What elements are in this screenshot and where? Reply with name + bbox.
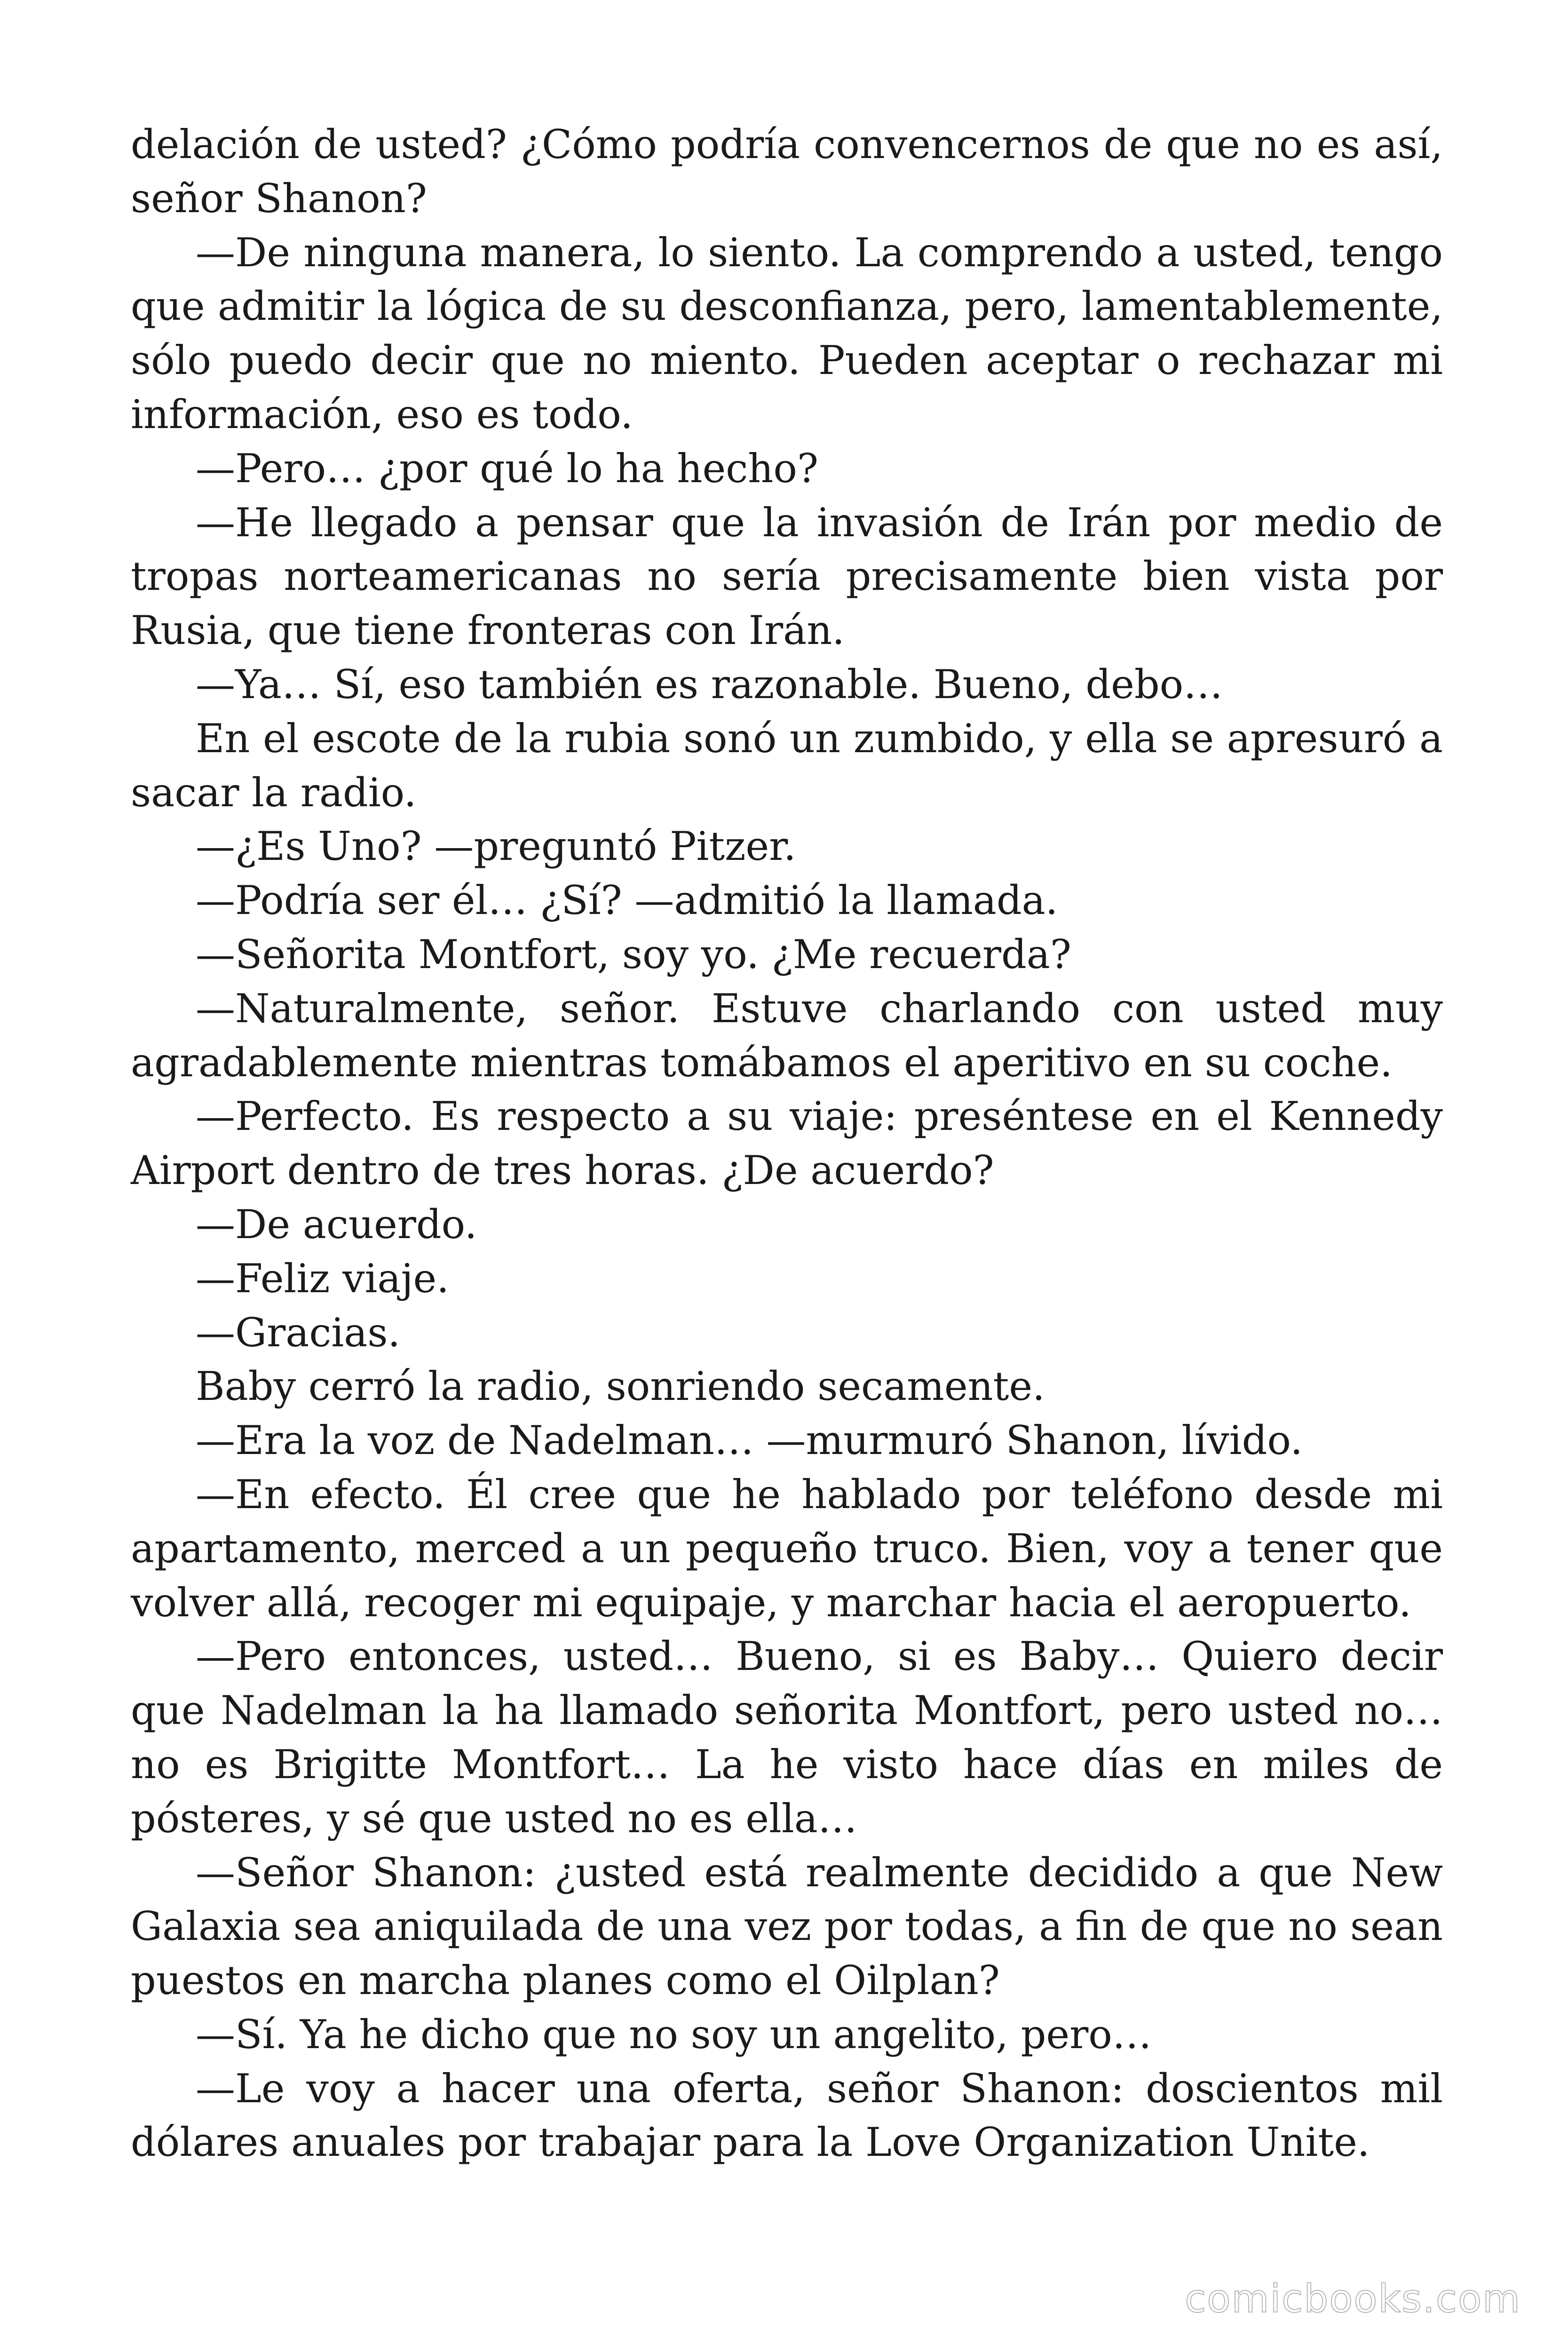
paragraph: —Sí. Ya he dicho que no soy un angelito, pero… (196, 2011, 1152, 2058)
paragraph: —Era la voz de Nadelman… —murmuró Shanon, lívido. (196, 1417, 1303, 1464)
paragraph: —Pero… ¿por qué lo ha hecho? (196, 445, 818, 492)
paragraph: —Gracias. (196, 1309, 401, 1356)
paragraph: En el escote de la rubia sonó un zumbido, y ella se apresuró a sacar la radio. (131, 715, 1443, 816)
paragraph: Baby cerró la radio, sonriendo secamente. (196, 1363, 1045, 1410)
paragraph: —¿Es Uno? —preguntó Pitzer. (196, 823, 796, 870)
paragraph: —Le voy a hacer una oferta, señor Shanon: doscientos mil dólares anuales por trabajar para la Love Organization Unite. (131, 2065, 1443, 2166)
paragraph: —Perfecto. Es respecto a su viaje: preséntese en el Kennedy Airport dentro de tres horas. ¿De acuerdo? (131, 1093, 1443, 1194)
paragraph: —Pero entonces, usted… Bueno, si es Baby… Quiero decir que Nadelman la ha llamado señorita Montfort, pero usted no… no es Brigitte Montfort… La he visto hace días en miles de pósteres, y sé que usted no es ella… (131, 1633, 1443, 1842)
paragraph: —Señor Shanon: ¿usted está realmente decidido a que New Galaxia sea aniquilada de una vez por todas, a fin de que no sean puestos en marcha planes como el Oilplan? (131, 1849, 1443, 2004)
page-body (131, 118, 1443, 2169)
paragraph: —Feliz viaje. (196, 1255, 449, 1302)
paragraph: —He llegado a pensar que la invasión de Irán por medio de tropas norteamericanas no sería precisamente bien vista por Rusia, que tiene fronteras con Irán. (131, 499, 1443, 654)
paragraph: —De acuerdo. (196, 1201, 477, 1248)
watermark: comicbooks.com (1185, 2277, 1521, 2321)
paragraph: —Señorita Montfort, soy yo. ¿Me recuerda? (196, 931, 1071, 977)
paragraph: —De ninguna manera, lo siento. La comprendo a usted, tengo que admitir la lógica de su desconfianza, pero, lamentablemente, sólo puedo decir que no miento. Pueden aceptar o rechazar mi información, eso es todo. (131, 229, 1443, 437)
paragraph: —Podría ser él… ¿Sí? —admitió la llamada. (196, 877, 1058, 924)
paragraph: —En efecto. Él cree que he hablado por teléfono desde mi apartamento, merced a un pequeño truco. Bien, voy a tener que volver allá, recoger mi equipaje, y marchar hacia el aeropuerto. (131, 1471, 1443, 1626)
paragraph: —Naturalmente, señor. Estuve charlando con usted muy agradablemente mientras tomábamos el aperitivo en su coche. (131, 985, 1443, 1086)
paragraph: —Ya… Sí, eso también es razonable. Bueno, debo… (196, 661, 1223, 707)
paragraph: delación de usted? ¿Cómo podría convencernos de que no es así, señor Shanon? (131, 121, 1443, 222)
